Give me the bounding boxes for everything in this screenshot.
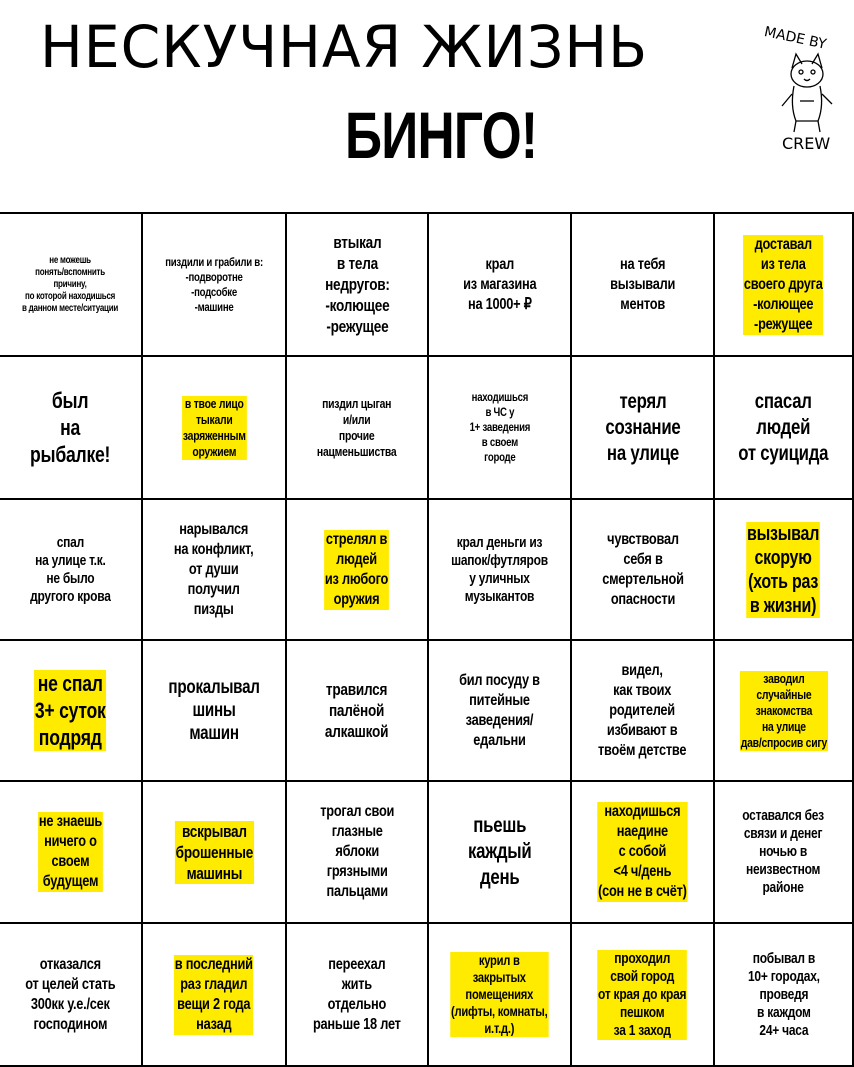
bingo-cell-text: стрелял в людей из любого оружия [325, 530, 389, 608]
bingo-cell-text: в последний раз гладил вещи 2 года назад [175, 955, 253, 1033]
bingo-grid [0, 212, 854, 1067]
bingo-cell[interactable] [572, 214, 715, 357]
bingo-cell[interactable] [0, 924, 143, 1067]
bingo-cell-text: доставал из тела своего друга -колющее -режущее [744, 235, 823, 333]
bingo-cell-text: в твое лицо тыкали заряженным оружием [182, 395, 246, 459]
bingo-cell-text: травился палёной алкашкой [325, 680, 389, 741]
bingo-cell-text: оставался без связи и денег ночью в неизвестном районе [742, 807, 825, 896]
crew-label: CREW [782, 134, 831, 153]
bingo-cell[interactable] [429, 641, 572, 782]
bingo-cell[interactable] [0, 782, 143, 924]
bingo-cell-text: не знаешь ничего о своем будущем [38, 813, 103, 890]
bingo-cell-text: крал деньги из шапок/футляров у уличных музыкантов [451, 533, 548, 605]
bingo-cell[interactable] [287, 924, 429, 1067]
bingo-cell-text: прокалывал шины машин [168, 677, 260, 744]
bingo-cell[interactable] [143, 782, 287, 924]
bingo-cell[interactable] [143, 500, 287, 641]
cat-mascot-icon [772, 46, 842, 136]
bingo-cell-text: переехал жить отдельно раньше 18 лет [313, 955, 401, 1033]
bingo-cell[interactable] [715, 500, 854, 641]
bingo-cell[interactable] [429, 782, 572, 924]
bingo-cell[interactable] [0, 500, 143, 641]
bingo-cell-text: побывал в 10+ городах, проведя в каждом 24+ часа [747, 949, 820, 1039]
bingo-cell[interactable] [715, 782, 854, 924]
bingo-cell[interactable] [429, 500, 572, 641]
bingo-cell-text: чувствовал себя в смертельной опасности [601, 530, 684, 608]
bingo-cell[interactable] [429, 357, 572, 500]
bingo-title: БИНГО! [345, 98, 538, 172]
bingo-cell-text: находишься в ЧС у 1+ заведения в своем городе [469, 390, 530, 464]
bingo-cell[interactable] [572, 500, 715, 641]
bingo-cell[interactable] [143, 641, 287, 782]
bingo-cell-text: спасал людей от суицида [738, 389, 829, 465]
bingo-cell[interactable] [287, 641, 429, 782]
bingo-cell[interactable] [0, 641, 143, 782]
made-by-label: MADE BY [762, 24, 828, 53]
bingo-cell[interactable] [0, 214, 143, 357]
bingo-cell[interactable] [429, 924, 572, 1067]
bingo-cell[interactable] [287, 357, 429, 500]
bingo-cell-text: вызывал скорую (хоть раз в жизни) [747, 522, 820, 617]
bingo-cell-text: терял сознание на улице [604, 389, 681, 465]
bingo-cell-text: был на рыбалке! [30, 388, 111, 467]
bingo-cell-text: пьешь каждый день [467, 814, 532, 889]
bingo-cell-text: втыкал в тела недругов: -колющее -режущее [324, 233, 390, 336]
bingo-cell[interactable] [287, 214, 429, 357]
bingo-cell[interactable] [715, 357, 854, 500]
bingo-cell[interactable] [715, 924, 854, 1067]
bingo-cell[interactable] [572, 641, 715, 782]
bingo-cell-text: не спал 3+ суток подряд [35, 671, 106, 750]
bingo-cell[interactable] [143, 214, 287, 357]
bingo-cell-text: бил посуду в питейные заведения/ едальни [459, 671, 540, 749]
bingo-cell-text: трогал свои глазные яблоки грязными пальцами [320, 803, 394, 900]
bingo-cell-text: находишься наедине с собой <4 ч/день (сон не в счёт) [598, 803, 687, 900]
bingo-cell-text: вскрывал брошенные машины [175, 821, 253, 883]
bingo-cell-text: спал на улице т.к. не было другого крова [30, 533, 111, 605]
bingo-cell[interactable] [572, 357, 715, 500]
bingo-cell-text: пиздили и грабили в: -подворотне -подсобке -машине [165, 254, 263, 314]
bingo-cell[interactable] [572, 782, 715, 924]
bingo-cell[interactable] [0, 357, 143, 500]
bingo-cell-text: пиздил цыган и/или прочие нацменьшиства [317, 395, 397, 459]
bingo-cell[interactable] [715, 214, 854, 357]
bingo-cell-text: на тебя вызывали ментов [610, 255, 675, 313]
made-by-logo [760, 18, 850, 158]
bingo-cell-text: крал из магазина на 1000+ ₽ [462, 255, 537, 313]
bingo-cell[interactable] [429, 214, 572, 357]
bingo-cell[interactable] [287, 782, 429, 924]
bingo-cell-text: видел, как твоих родителей избивают в твоём детстве [598, 661, 687, 759]
bingo-cell-text: нарывался на конфликт, от души получил пизды [174, 520, 254, 618]
bingo-cell-text: курил в закрытых помещениях (лифты, комнаты, и.т.д.) [451, 952, 548, 1036]
bingo-cell[interactable] [715, 641, 854, 782]
bingo-cell-text: проходил свой город от края до края пешком за 1 заход [598, 949, 687, 1039]
bingo-cell[interactable] [143, 924, 287, 1067]
bingo-cell-text: не можешь понять/вспомнить причину, по которой находишься в данном месте/ситуации [22, 254, 119, 314]
bingo-cell[interactable] [572, 924, 715, 1067]
page-title: НЕСКУЧНАЯ ЖИЗНЬ [40, 13, 649, 81]
bingo-cell-text: отказался от целей стать 300кк у.е./сек господином [25, 955, 116, 1033]
bingo-cell[interactable] [287, 500, 429, 641]
bingo-cell[interactable] [143, 357, 287, 500]
bingo-cell-text: заводил случайные знакомства на улице дав/спросив сигу [740, 670, 827, 750]
